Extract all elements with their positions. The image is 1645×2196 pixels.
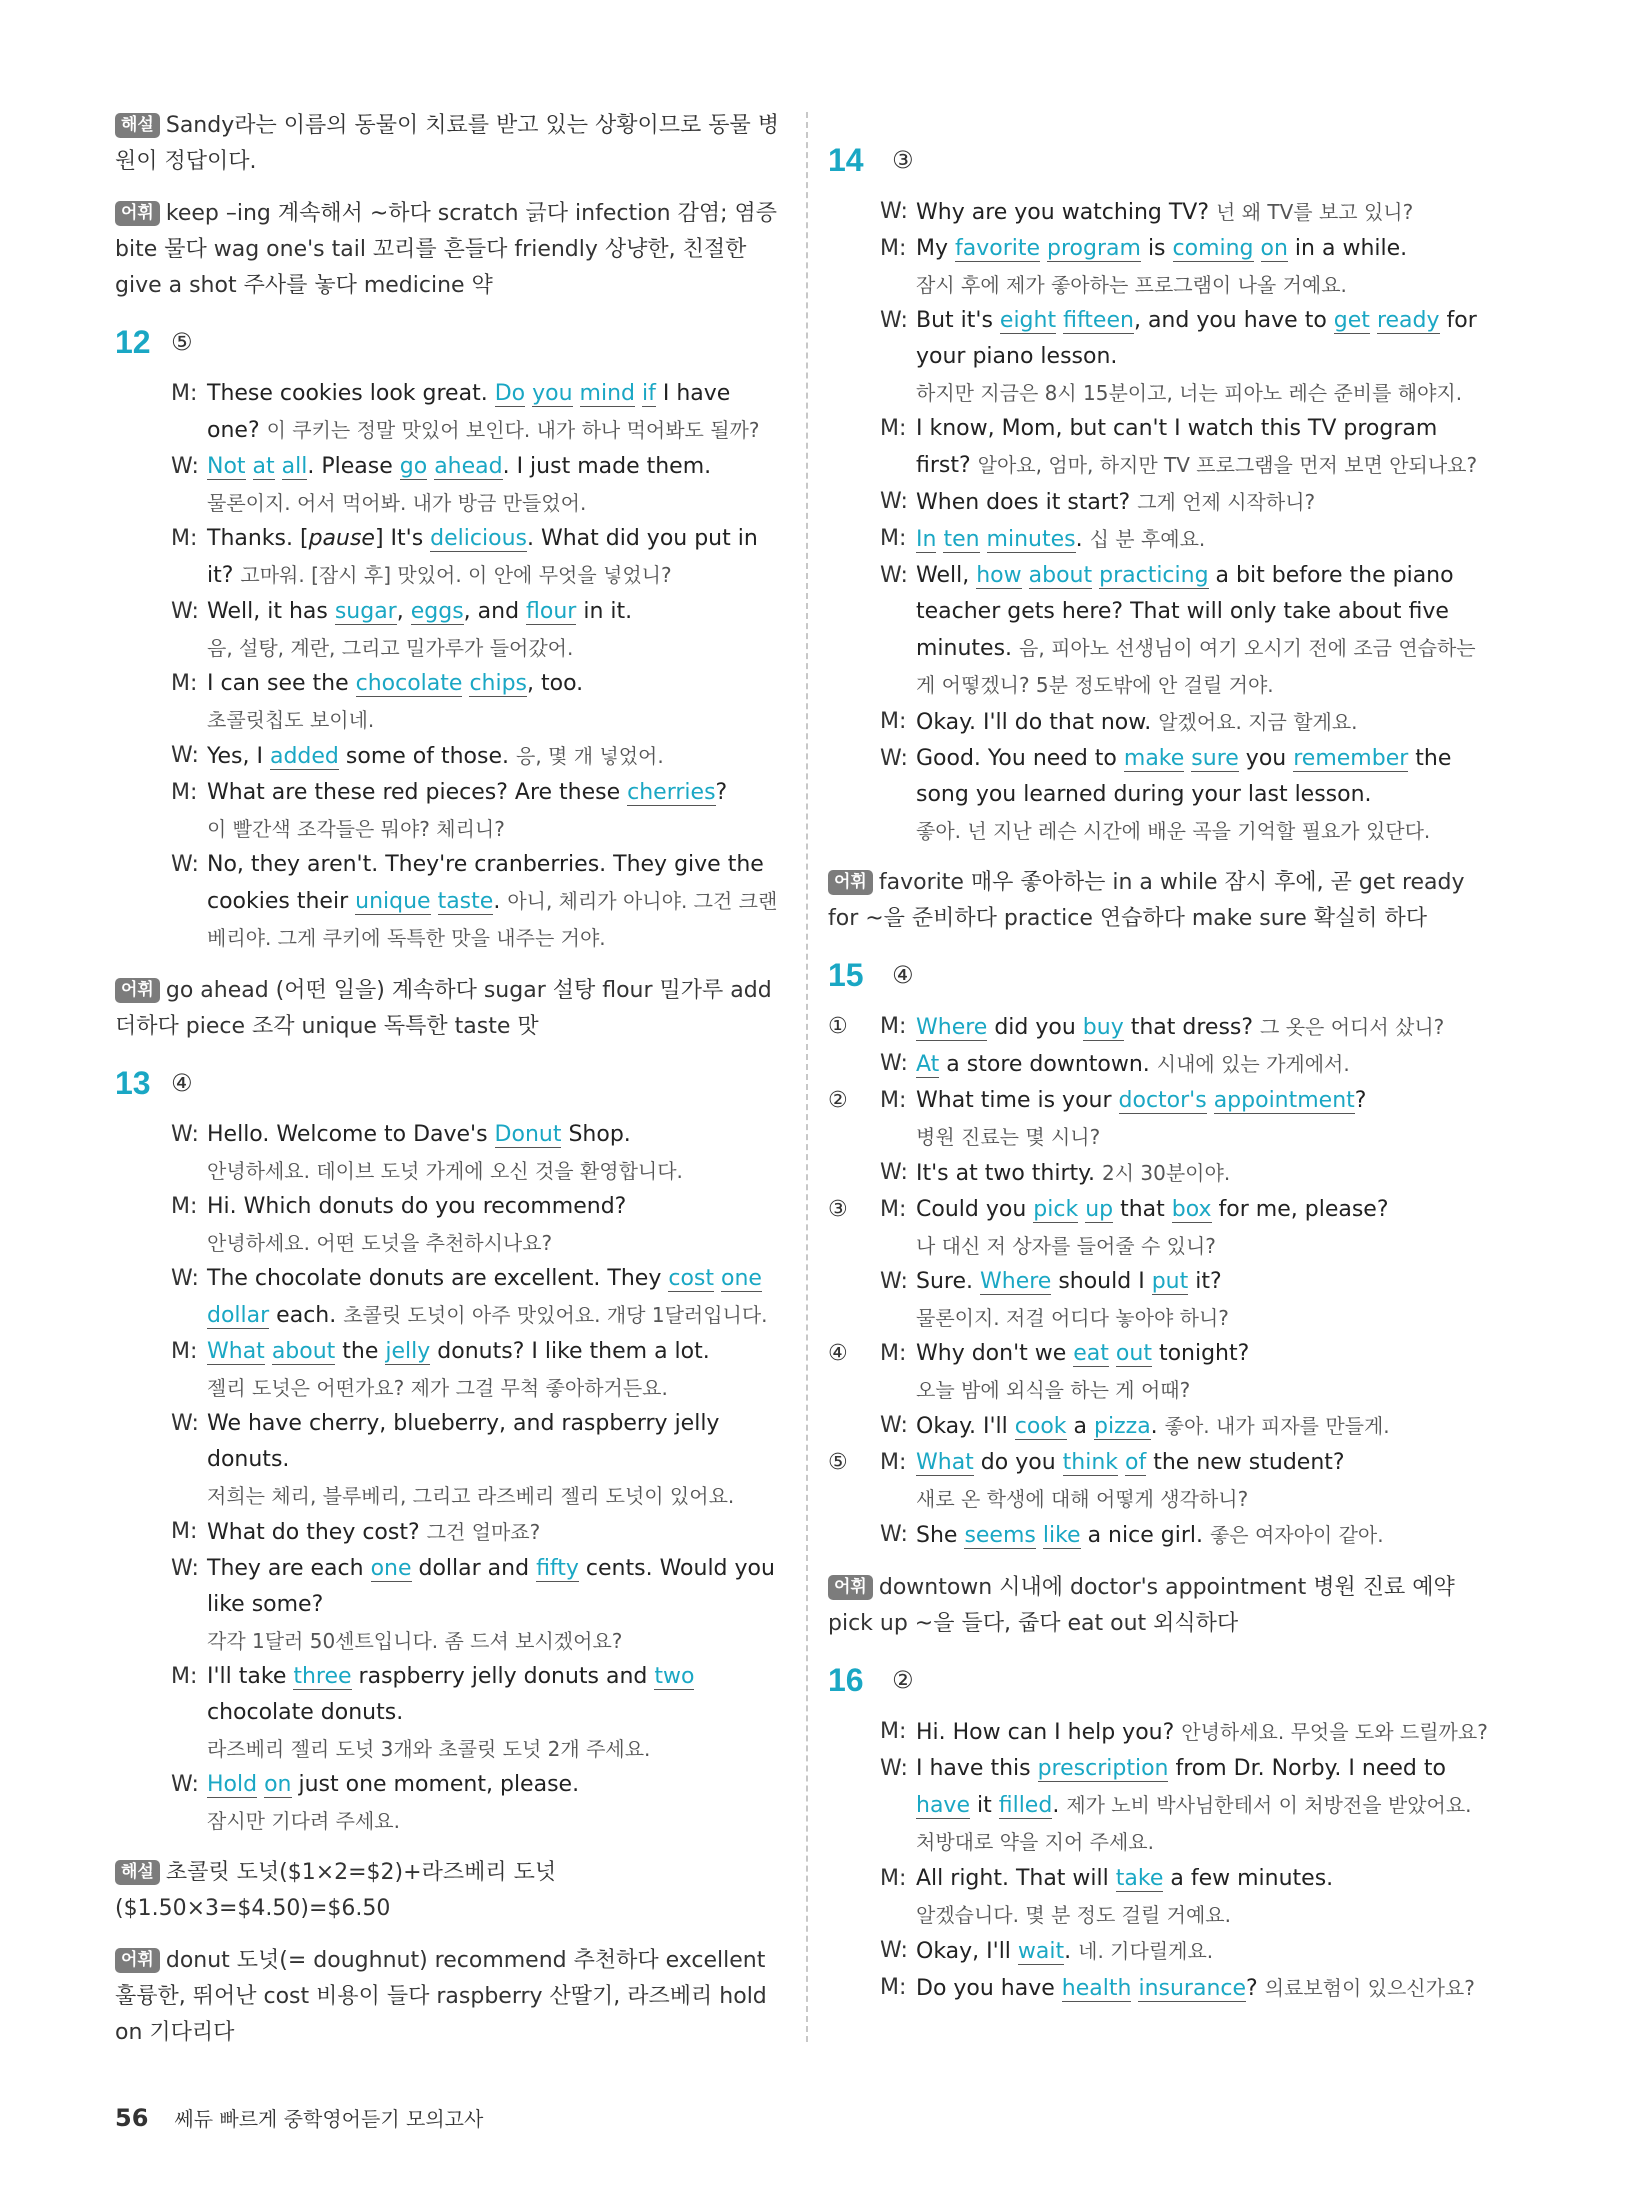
english-text: Hi. How can I help you? bbox=[916, 1720, 1182, 1745]
dialogue-line bbox=[115, 1659, 780, 1767]
note-tag: 해설 bbox=[115, 113, 160, 138]
english-text: I can see the chocolate chips, too. bbox=[207, 671, 584, 696]
speaker: W: bbox=[171, 454, 199, 479]
page-number: 56 bbox=[115, 2104, 149, 2132]
blank-answer: fifteen bbox=[1063, 308, 1134, 333]
english-text: Okay. I'll do that now. bbox=[916, 710, 1159, 735]
english-text: Hello. Welcome to Dave's Donut Shop. bbox=[207, 1122, 631, 1147]
speaker: M: bbox=[880, 526, 907, 551]
english-text: Well, how about practicing a bit before the piano teacher gets here? That will only take about five minutes. bbox=[916, 563, 1454, 661]
page-footer bbox=[115, 2103, 483, 2132]
blank-answer: make bbox=[1123, 746, 1185, 771]
blank-answer: put bbox=[1151, 1269, 1189, 1294]
korean-translation: 저희는 체리, 블루베리, 그리고 라즈베리 젤리 도넛이 있어요. bbox=[207, 1484, 735, 1508]
speaker: M: bbox=[171, 1339, 198, 1364]
english-text: I know, Mom, but can't I watch this TV program first? bbox=[916, 416, 1438, 478]
korean-translation: 응, 몇 개 넣었어. bbox=[516, 744, 664, 768]
english-text: Okay, I'll wait. bbox=[916, 1939, 1079, 1964]
blank-answer: take bbox=[1115, 1866, 1164, 1891]
blank-answer: how bbox=[976, 563, 1022, 588]
korean-translation: 음, 피아노 선생님이 여기 오시기 전에 조금 연습하는 게 어떻겠니? 5분 정도밖에 안 걸릴 거야. bbox=[916, 636, 1476, 697]
korean-translation: 잠시 후에 제가 좋아하는 프로그램이 나올 거예요. bbox=[916, 273, 1347, 297]
blank-answer: you bbox=[532, 381, 573, 406]
question-number: 16 bbox=[828, 1662, 864, 1698]
answer-mark: ⑤ bbox=[171, 328, 193, 356]
blank-answer: on bbox=[1260, 236, 1288, 261]
english-text: I have this prescription from Dr. Norby. I need to have it filled. bbox=[916, 1756, 1446, 1818]
korean-translation: 넌 왜 TV를 보고 있니? bbox=[1216, 200, 1414, 224]
blank-answer: eggs bbox=[410, 599, 464, 624]
dialogue-line bbox=[828, 1933, 1493, 1970]
dialogue-line bbox=[115, 666, 780, 738]
blank-answer: like bbox=[1042, 1523, 1081, 1548]
blank-answer: all bbox=[281, 454, 308, 479]
blank-answer: practicing bbox=[1099, 563, 1209, 588]
option-line bbox=[828, 1517, 1493, 1554]
dialogue-line bbox=[115, 376, 780, 449]
blank-answer: go bbox=[399, 454, 428, 479]
english-text: At a store downtown. bbox=[916, 1052, 1157, 1077]
blank-answer: ten bbox=[943, 527, 980, 552]
korean-translation: 초콜릿 도넛이 아주 맛있어요. 개당 1달러입니다. bbox=[343, 1303, 768, 1327]
blank-answer: have bbox=[916, 1793, 970, 1818]
english-text: She seems like a nice girl. bbox=[916, 1523, 1210, 1548]
dialogue-line bbox=[115, 738, 780, 775]
option-line bbox=[828, 1408, 1493, 1445]
english-text: Good. You need to make sure you remember the song you learned during your last lesson. bbox=[916, 746, 1452, 807]
dialogue-line bbox=[828, 231, 1493, 303]
korean-translation: 오늘 밤에 외식을 하는 게 어때? bbox=[916, 1378, 1191, 1402]
blank-answer: taste bbox=[437, 889, 494, 914]
speaker: W: bbox=[171, 599, 199, 624]
dialogue-line bbox=[115, 1261, 780, 1334]
speaker: M: bbox=[880, 236, 907, 261]
english-text: My favorite program is coming on in a while. bbox=[916, 236, 1408, 261]
option-marker: ⑤ bbox=[828, 1450, 848, 1475]
korean-translation: 좋아. 내가 피자를 만들게. bbox=[1164, 1414, 1390, 1438]
blank-answer: one bbox=[370, 1556, 412, 1581]
english-text: Sure. Where should I put it? bbox=[916, 1269, 1222, 1294]
english-text: Well, it has sugar, eggs, and flour in it. bbox=[207, 599, 633, 624]
note-tag: 해설 bbox=[115, 1860, 160, 1885]
answer-mark: ② bbox=[892, 1666, 914, 1694]
speaker: M: bbox=[880, 1866, 907, 1891]
blank-answer: Hold bbox=[207, 1772, 258, 1797]
blank-answer: Where bbox=[980, 1269, 1052, 1294]
blank-answer: about bbox=[1028, 563, 1093, 588]
question-header bbox=[828, 1660, 1493, 1702]
blank-answer: Not bbox=[207, 454, 246, 479]
blank-answer: cost bbox=[668, 1266, 714, 1291]
blank-answer: What bbox=[207, 1339, 265, 1364]
blank-answer: up bbox=[1085, 1197, 1114, 1222]
note-text: downtown 시내에 doctor's appointment 병원 진료 예약 pick up ~을 들다, 줍다 eat out 외식하다 bbox=[828, 1575, 1455, 1636]
speaker: M: bbox=[880, 709, 907, 734]
blank-answer: cook bbox=[1014, 1414, 1067, 1439]
blank-answer: cherries bbox=[627, 780, 716, 805]
blank-answer: chips bbox=[469, 671, 528, 696]
blank-answer: get bbox=[1333, 308, 1370, 333]
blank-answer: three bbox=[293, 1664, 352, 1689]
korean-translation: 이 빨간색 조각들은 뭐야? 체리니? bbox=[207, 817, 505, 841]
note-tag: 어휘 bbox=[828, 1575, 873, 1600]
blank-answer: fifty bbox=[536, 1556, 579, 1581]
english-text: The chocolate donuts are excellent. They cost one dollar each. bbox=[207, 1266, 762, 1328]
speaker: M: bbox=[880, 416, 907, 441]
blank-answer: sure bbox=[1191, 746, 1239, 771]
blank-answer: Do bbox=[494, 381, 526, 406]
speaker: W: bbox=[880, 199, 908, 224]
note-text: Sandy라는 이름의 동물이 치료를 받고 있는 상황이므로 동물 병원이 정답이다. bbox=[115, 113, 779, 174]
blank-answer: seems bbox=[964, 1523, 1036, 1548]
speaker: M: bbox=[880, 1341, 907, 1366]
option-marker: ① bbox=[828, 1014, 848, 1039]
right-column bbox=[828, 108, 1493, 2007]
english-text: Hold on just one moment, please. bbox=[207, 1772, 580, 1797]
blank-answer: added bbox=[269, 744, 339, 769]
speaker: M: bbox=[171, 1664, 198, 1689]
english-text: Why are you watching TV? bbox=[916, 200, 1217, 225]
dialogue-line bbox=[115, 449, 780, 521]
blank-answer: coming bbox=[1172, 236, 1254, 261]
explanation-note bbox=[115, 1855, 780, 1927]
question-header bbox=[828, 140, 1493, 182]
option-line bbox=[828, 1192, 1493, 1264]
question-number: 13 bbox=[115, 1065, 151, 1101]
dialogue-line bbox=[828, 484, 1493, 521]
note-text: keep –ing 계속해서 ~하다 scratch 긁다 infection 감염; 염증 bite 물다 wag one's tail 꼬리를 흔들다 friendly 상냥한, 친절한 give a shot 주사를 놓다 medicine 약 bbox=[115, 201, 778, 298]
english-text: Why don't we eat out tonight? bbox=[916, 1341, 1250, 1366]
option-line bbox=[828, 1083, 1493, 1155]
speaker: M: bbox=[880, 1450, 907, 1475]
blank-answer: In bbox=[916, 527, 937, 552]
blank-answer: favorite bbox=[955, 236, 1041, 261]
blank-answer: doctor's bbox=[1118, 1088, 1207, 1113]
dialogue-line bbox=[828, 411, 1493, 484]
english-text: What do they cost? bbox=[207, 1520, 427, 1545]
blank-answer: of bbox=[1125, 1450, 1147, 1475]
question-header bbox=[828, 955, 1493, 997]
blank-answer: mind bbox=[579, 381, 635, 406]
speaker: W: bbox=[880, 1051, 908, 1076]
english-text: When does it start? bbox=[916, 490, 1138, 515]
dialogue-line bbox=[828, 558, 1493, 704]
english-text: What time is your doctor's appointment? bbox=[916, 1088, 1367, 1113]
blank-answer: delicious bbox=[430, 526, 527, 551]
dialogue-line bbox=[828, 521, 1493, 558]
english-text: Thanks. [pause] It's delicious. What did you put in it? bbox=[207, 526, 758, 588]
dialogue-line bbox=[828, 704, 1493, 741]
korean-translation: 2시 30분이야. bbox=[1102, 1161, 1231, 1185]
speaker: M: bbox=[880, 1975, 907, 2000]
vocabulary-note bbox=[115, 973, 780, 1045]
note-text: 초콜릿 도넛($1×2=$2)+라즈베리 도넛($1.50×3=$4.50)=$6.50 bbox=[115, 1860, 557, 1921]
blank-answer: out bbox=[1115, 1341, 1152, 1366]
english-text: Do you have health insurance? bbox=[916, 1976, 1265, 2001]
blank-answer: appointment bbox=[1213, 1088, 1355, 1113]
english-text: In ten minutes. bbox=[916, 527, 1090, 552]
question-number: 15 bbox=[828, 957, 864, 993]
korean-translation: 그게 언제 시작하니? bbox=[1137, 490, 1316, 514]
note-tag: 어휘 bbox=[115, 978, 160, 1003]
blank-answer: remember bbox=[1293, 746, 1409, 771]
speaker: M: bbox=[880, 1014, 907, 1039]
speaker: M: bbox=[171, 526, 198, 551]
question-header bbox=[115, 1063, 780, 1105]
blank-answer: pick bbox=[1033, 1197, 1079, 1222]
vocabulary-note bbox=[828, 865, 1493, 937]
blank-answer: chocolate bbox=[355, 671, 463, 696]
blank-answer: ready bbox=[1376, 308, 1440, 333]
blank-answer: one bbox=[721, 1266, 762, 1291]
speaker: W: bbox=[880, 308, 908, 333]
blank-answer: buy bbox=[1082, 1015, 1124, 1040]
dialogue-line bbox=[115, 775, 780, 847]
option-line bbox=[828, 1336, 1493, 1408]
speaker: M: bbox=[171, 1194, 198, 1219]
left-column bbox=[115, 108, 780, 2067]
dialogue-line bbox=[828, 1714, 1493, 1751]
speaker: W: bbox=[880, 1756, 908, 1781]
explanation-note bbox=[115, 108, 780, 180]
blank-answer: At bbox=[916, 1052, 940, 1077]
vocabulary-note bbox=[828, 1570, 1493, 1642]
blank-answer: box bbox=[1171, 1197, 1212, 1222]
speaker: M: bbox=[880, 1197, 907, 1222]
korean-translation: 그 옷은 어디서 샀니? bbox=[1260, 1015, 1445, 1039]
english-text: We have cherry, blueberry, and raspberry jelly donuts. bbox=[207, 1411, 720, 1472]
speaker: W: bbox=[880, 1938, 908, 1963]
speaker: W: bbox=[880, 1269, 908, 1294]
blank-answer: health bbox=[1061, 1976, 1132, 2001]
answer-mark: ④ bbox=[892, 961, 914, 989]
dialogue-line bbox=[115, 594, 780, 666]
question-header bbox=[115, 322, 780, 364]
english-text: These cookies look great. Do you mind if I have one? bbox=[207, 381, 731, 443]
blank-answer: jelly bbox=[385, 1339, 431, 1364]
dialogue-line bbox=[115, 1189, 780, 1261]
note-text: donut 도넛(= doughnut) recommend 추천하다 excellent 훌륭한, 뛰어난 cost 비용이 들다 raspberry 산딸기, 라즈베리 hold on 기다리다 bbox=[115, 1948, 767, 2045]
blank-answer: program bbox=[1047, 236, 1141, 261]
korean-translation: 좋은 여자아이 같아. bbox=[1209, 1523, 1384, 1547]
speaker: M: bbox=[171, 381, 198, 406]
korean-translation: 안녕하세요. 데이브 도넛 가게에 오신 것을 환영합니다. bbox=[207, 1159, 683, 1183]
speaker: W: bbox=[880, 489, 908, 514]
korean-translation: 고마워. [잠시 후] 맛있어. 이 안에 무엇을 넣었니? bbox=[240, 563, 672, 587]
blank-answer: about bbox=[271, 1339, 336, 1364]
blank-answer: What bbox=[916, 1450, 974, 1475]
korean-translation: 아니, 체리가 아니야. 그건 크랜베리야. 그게 쿠키에 독특한 맛을 내주는 거야. bbox=[207, 889, 778, 950]
korean-translation: 라즈베리 젤리 도넛 3개와 초콜릿 도넛 2개 주세요. bbox=[207, 1737, 651, 1761]
korean-translation: 십 분 후예요. bbox=[1089, 527, 1206, 551]
english-text: All right. That will take a few minutes. bbox=[916, 1866, 1334, 1891]
blank-answer: two bbox=[654, 1664, 695, 1689]
korean-translation: 좋아. 넌 지난 레슨 시간에 배운 곡을 기억할 필요가 있단다. bbox=[916, 819, 1431, 843]
option-line bbox=[828, 1046, 1493, 1083]
speaker: W: bbox=[171, 1122, 199, 1147]
blank-answer: on bbox=[264, 1772, 292, 1797]
option-line bbox=[828, 1009, 1493, 1046]
dialogue-line bbox=[115, 521, 780, 594]
blank-answer: wait bbox=[1017, 1939, 1065, 1964]
korean-translation: 나 대신 저 상자를 들어줄 수 있니? bbox=[916, 1234, 1216, 1258]
blank-answer: eat bbox=[1073, 1341, 1109, 1366]
blank-answer: eight bbox=[999, 308, 1057, 333]
question-number: 12 bbox=[115, 324, 151, 360]
blank-answer: Donut bbox=[494, 1122, 562, 1147]
english-text: Yes, I added some of those. bbox=[207, 744, 516, 769]
blank-answer: sugar bbox=[334, 599, 397, 624]
option-line bbox=[828, 1264, 1493, 1336]
column-divider bbox=[806, 112, 808, 2042]
note-tag: 어휘 bbox=[115, 201, 160, 226]
blank-answer: at bbox=[252, 454, 275, 479]
speaker: W: bbox=[880, 1160, 908, 1185]
question-number: 14 bbox=[828, 142, 864, 178]
blank-answer: insurance bbox=[1138, 1976, 1247, 2001]
vocabulary-note bbox=[115, 196, 780, 304]
blank-answer: pizza bbox=[1094, 1414, 1151, 1439]
dialogue-line bbox=[828, 741, 1493, 849]
korean-translation: 의료보험이 있으신가요? bbox=[1264, 1976, 1475, 2000]
blank-answer: dollar bbox=[207, 1303, 270, 1328]
dialogue-line bbox=[115, 1406, 780, 1514]
note-text: favorite 매우 좋아하는 in a while 잠시 후에, 곧 get ready for ~을 준비하다 practice 연습하다 make sure 확실히 하다 bbox=[828, 870, 1465, 931]
answer-mark: ④ bbox=[171, 1069, 193, 1097]
dialogue-line bbox=[828, 1861, 1493, 1933]
english-text: Not at all. Please go ahead. I just made them. bbox=[207, 454, 712, 479]
option-marker: ② bbox=[828, 1088, 848, 1113]
korean-translation: 알겠어요. 지금 할게요. bbox=[1158, 710, 1358, 734]
blank-answer: Where bbox=[916, 1015, 988, 1040]
korean-translation: 물론이지. 어서 먹어봐. 내가 방금 만들었어. bbox=[207, 491, 587, 515]
english-text: What about the jelly donuts? I like them a lot. bbox=[207, 1339, 710, 1364]
dialogue-line bbox=[828, 303, 1493, 411]
dialogue-line bbox=[115, 1514, 780, 1551]
english-text: It's at two thirty. bbox=[916, 1161, 1103, 1186]
korean-translation: 젤리 도넛은 어떤가요? 제가 그걸 무척 좋아하거든요. bbox=[207, 1376, 668, 1400]
speaker: W: bbox=[880, 563, 908, 588]
english-text: They are each one dollar and fifty cents. Would you like some? bbox=[207, 1556, 775, 1617]
vocabulary-note bbox=[115, 1943, 780, 2051]
speaker: W: bbox=[880, 746, 908, 771]
korean-translation: 하지만 지금은 8시 15분이고, 너는 피아노 레슨 준비를 해야지. bbox=[916, 381, 1463, 405]
english-text: I'll take three raspberry jelly donuts and two chocolate donuts. bbox=[207, 1664, 695, 1725]
blank-answer: minutes bbox=[986, 527, 1076, 552]
english-text: What are these red pieces? Are these cherries? bbox=[207, 780, 728, 805]
korean-translation: 물론이지. 저걸 어디다 놓아야 하니? bbox=[916, 1306, 1229, 1330]
english-text: Hi. Which donuts do you recommend? bbox=[207, 1194, 627, 1219]
blank-answer: unique bbox=[355, 889, 431, 914]
speaker: W: bbox=[171, 743, 199, 768]
korean-translation: 안녕하세요. 어떤 도넛을 추천하시나요? bbox=[207, 1231, 553, 1255]
blank-answer: prescription bbox=[1037, 1756, 1169, 1781]
dialogue-line bbox=[828, 194, 1493, 231]
speaker: W: bbox=[171, 1266, 199, 1291]
speaker: M: bbox=[171, 671, 198, 696]
dialogue-line bbox=[115, 1551, 780, 1659]
note-text: go ahead (어떤 일을) 계속하다 sugar 설탕 flour 밀가루 add 더하다 piece 조각 unique 독특한 taste 맛 bbox=[115, 978, 772, 1039]
speaker: W: bbox=[880, 1413, 908, 1438]
option-line bbox=[828, 1155, 1493, 1192]
note-tag: 어휘 bbox=[115, 1948, 160, 1973]
dialogue-line bbox=[115, 1117, 780, 1189]
speaker: W: bbox=[171, 1411, 199, 1436]
english-text: No, they aren't. They're cranberries. They give the cookies their unique taste. bbox=[207, 852, 764, 914]
dialogue-line bbox=[115, 1334, 780, 1406]
english-text: Okay. I'll cook a pizza. bbox=[916, 1414, 1165, 1439]
book-title: 쎄듀 빠르게 중학영어듣기 모의고사 bbox=[174, 2107, 484, 2131]
dialogue-line bbox=[115, 847, 780, 957]
dialogue-line bbox=[115, 1767, 780, 1839]
speaker: M: bbox=[171, 780, 198, 805]
english-text: Could you pick up that box for me, please? bbox=[916, 1197, 1389, 1222]
korean-translation: 그건 얼마죠? bbox=[426, 1520, 541, 1544]
korean-translation: 안녕하세요. 무엇을 도와 드릴까요? bbox=[1181, 1720, 1488, 1744]
speaker: W: bbox=[171, 1556, 199, 1581]
english-text: What do you think of the new student? bbox=[916, 1450, 1345, 1475]
speaker: M: bbox=[171, 1519, 198, 1544]
speaker: M: bbox=[880, 1088, 907, 1113]
english-text: Where did you buy that dress? bbox=[916, 1015, 1261, 1040]
answer-mark: ③ bbox=[892, 146, 914, 174]
korean-translation: 새로 온 학생에 대해 어떻게 생각하니? bbox=[916, 1487, 1249, 1511]
korean-translation: 네. 기다릴게요. bbox=[1078, 1939, 1214, 1963]
option-line bbox=[828, 1445, 1493, 1517]
korean-translation: 제가 노비 박사님한테서 이 처방전을 받았어요. 처방대로 약을 지어 주세요. bbox=[916, 1793, 1472, 1854]
korean-translation: 알겠습니다. 몇 분 정도 걸릴 거예요. bbox=[916, 1903, 1231, 1927]
speaker: M: bbox=[880, 1719, 907, 1744]
blank-answer: think bbox=[1062, 1450, 1119, 1475]
korean-translation: 병원 진료는 몇 시니? bbox=[916, 1125, 1101, 1149]
blank-answer: if bbox=[641, 381, 656, 406]
blank-answer: ahead bbox=[434, 454, 503, 479]
note-tag: 어휘 bbox=[828, 870, 873, 895]
blank-answer: flour bbox=[526, 599, 577, 624]
dialogue-line bbox=[828, 1970, 1493, 2007]
korean-translation: 각각 1달러 50센트입니다. 좀 드셔 보시겠어요? bbox=[207, 1629, 623, 1653]
korean-translation: 잠시만 기다려 주세요. bbox=[207, 1809, 400, 1833]
option-marker: ③ bbox=[828, 1197, 848, 1222]
korean-translation: 초콜릿칩도 보이네. bbox=[207, 708, 375, 732]
english-text: But it's eight fifteen, and you have to get ready for your piano lesson. bbox=[916, 308, 1477, 369]
korean-translation: 시내에 있는 가게에서. bbox=[1156, 1052, 1350, 1076]
blank-answer: filled bbox=[998, 1793, 1053, 1818]
speaker: W: bbox=[171, 1772, 199, 1797]
option-marker: ④ bbox=[828, 1341, 848, 1366]
korean-translation: 알아요, 엄마, 하지만 TV 프로그램을 먼저 보면 안되나요? bbox=[977, 453, 1478, 477]
korean-translation: 이 쿠키는 정말 맛있어 보인다. 내가 하나 먹어봐도 될까? bbox=[266, 418, 760, 442]
korean-translation: 음, 설탕, 계란, 그리고 밀가루가 들어갔어. bbox=[207, 636, 574, 660]
speaker: W: bbox=[880, 1522, 908, 1547]
dialogue-line bbox=[828, 1751, 1493, 1861]
speaker: W: bbox=[171, 852, 199, 877]
